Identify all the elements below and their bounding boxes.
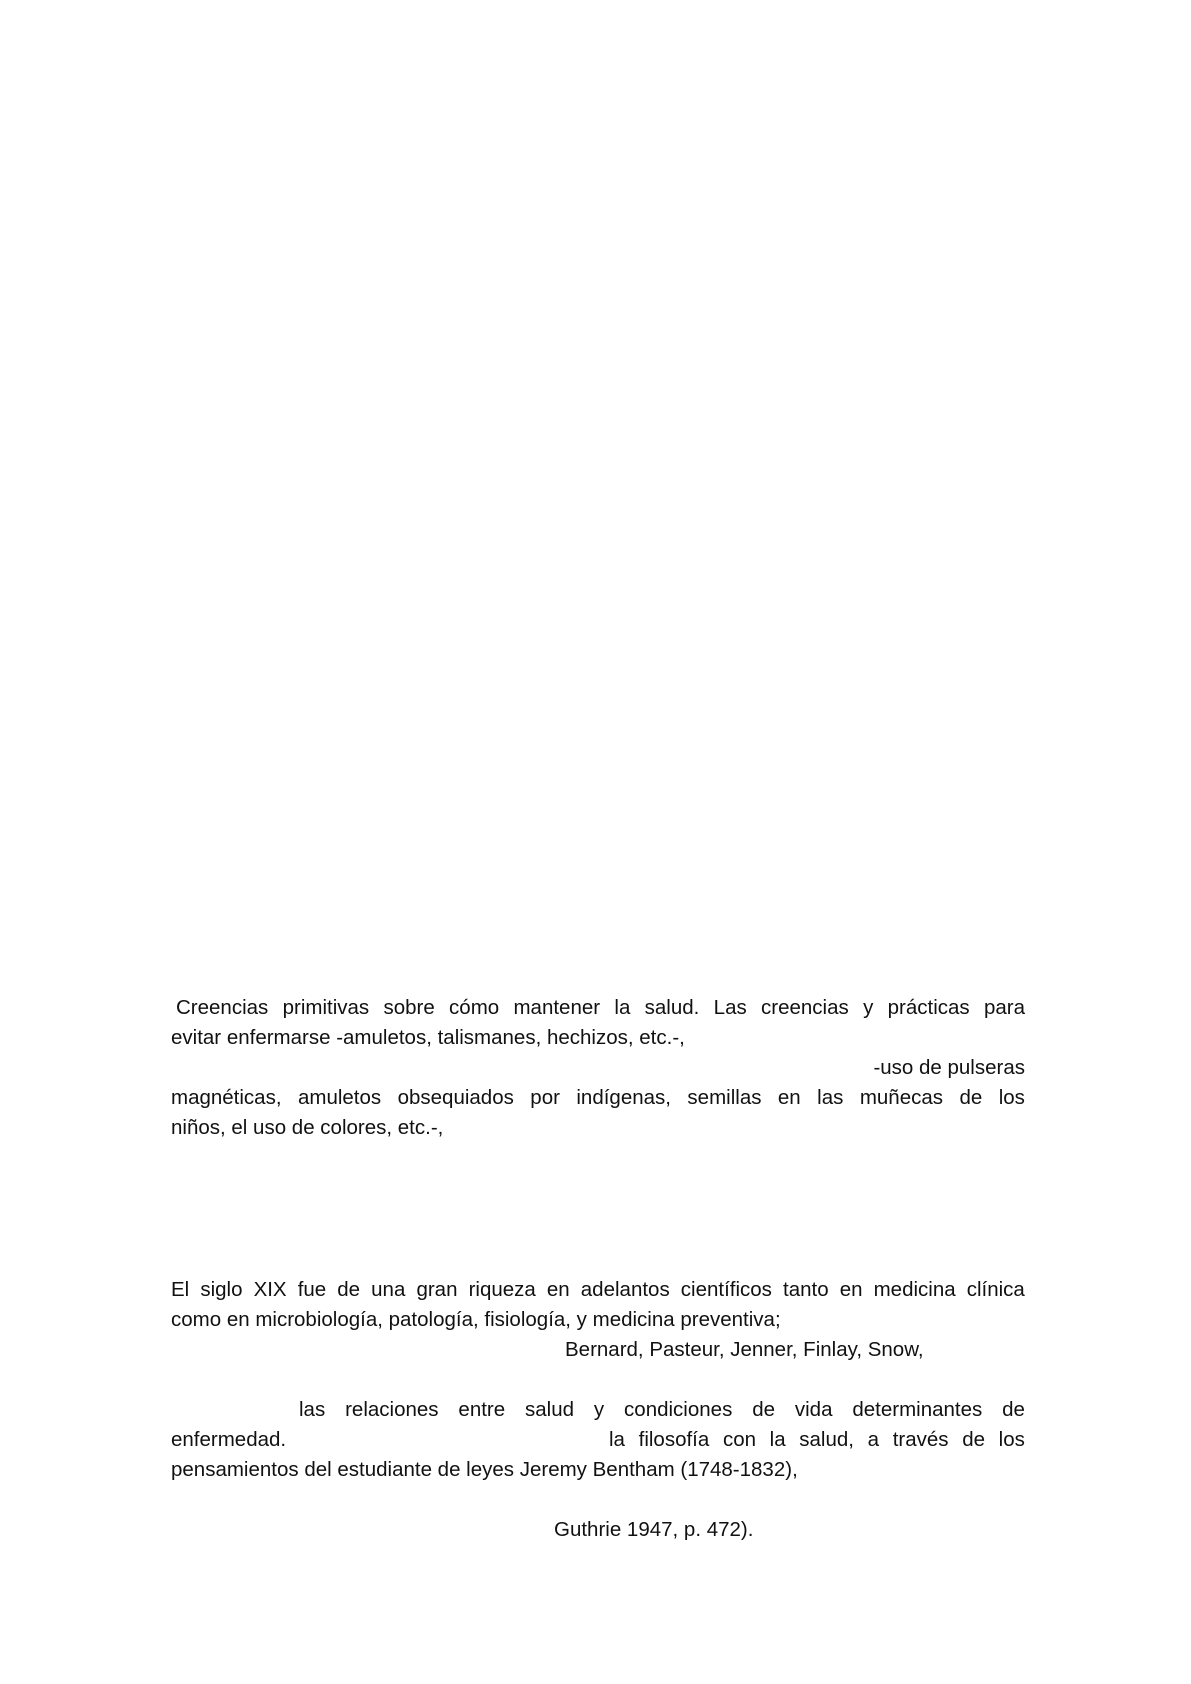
word: una <box>371 1278 406 1301</box>
word: de <box>959 1086 983 1109</box>
word: la <box>609 1428 625 1451</box>
word: semillas <box>687 1086 762 1109</box>
word: en <box>546 1278 570 1301</box>
p2-line-7: Guthrie 1947, p. 472). <box>554 1518 754 1541</box>
word: filosofía <box>638 1428 710 1451</box>
word: la <box>614 996 631 1019</box>
word: prácticas <box>887 996 970 1019</box>
word: Las <box>713 996 747 1019</box>
word: y <box>593 1398 605 1421</box>
word: gran <box>416 1278 458 1301</box>
word: primitivas <box>282 996 370 1019</box>
word: magnéticas, <box>171 1086 282 1109</box>
word: XIX <box>253 1278 287 1301</box>
word: fue <box>297 1278 327 1301</box>
word: relaciones <box>345 1398 439 1421</box>
word: El <box>171 1278 190 1301</box>
word: salud. <box>644 996 700 1019</box>
word: los <box>998 1428 1025 1451</box>
word: siglo <box>200 1278 243 1301</box>
p2-line-5-left: enfermedad. <box>171 1428 287 1451</box>
word: de <box>337 1278 361 1301</box>
word: Creencias <box>176 996 269 1019</box>
word: entre <box>458 1398 506 1421</box>
p2-line-5-right <box>609 1428 1025 1452</box>
word: por <box>530 1086 560 1109</box>
word: creencias <box>761 996 849 1019</box>
p2-line-1 <box>171 1278 1025 1302</box>
word: las <box>299 1398 326 1421</box>
word: amuletos <box>297 1086 382 1109</box>
word: los <box>998 1086 1025 1109</box>
word: muñecas <box>859 1086 943 1109</box>
word: de <box>1002 1398 1025 1421</box>
p1-line-1 <box>176 996 1025 1020</box>
word: las <box>817 1086 844 1109</box>
word: clínica <box>966 1278 1025 1301</box>
word: de <box>962 1428 986 1451</box>
word: y <box>863 996 874 1019</box>
p1-line-3: -uso de pulseras <box>873 1056 1025 1079</box>
word: medicina <box>873 1278 956 1301</box>
word: vida <box>794 1398 833 1421</box>
word: tanto <box>783 1278 829 1301</box>
p2-line-6: pensamientos del estudiante de leyes Jeremy Bentham (1748-1832), <box>171 1458 798 1481</box>
word: indígenas, <box>576 1086 671 1109</box>
p1-line-4 <box>171 1086 1025 1110</box>
word: sobre <box>383 996 435 1019</box>
word: de <box>752 1398 775 1421</box>
word: para <box>983 996 1025 1019</box>
word: mantener <box>513 996 601 1019</box>
word: obsequiados <box>397 1086 514 1109</box>
p1-line-2: evitar enfermarse -amuletos, talismanes, hechizos, etc.-, <box>171 1026 685 1049</box>
word: riqueza <box>468 1278 536 1301</box>
word: salud <box>525 1398 575 1421</box>
word: con <box>722 1428 756 1451</box>
word: científicos <box>680 1278 772 1301</box>
p1-line-5: niños, el uso de colores, etc.-, <box>171 1116 444 1139</box>
p2-line-4 <box>299 1398 1025 1422</box>
word: cómo <box>449 996 500 1019</box>
word: adelantos <box>580 1278 670 1301</box>
word: la <box>769 1428 786 1451</box>
word: en <box>777 1086 801 1109</box>
word: condiciones <box>624 1398 733 1421</box>
word: determinantes <box>852 1398 983 1421</box>
word: salud, <box>799 1428 854 1451</box>
p2-line-2: como en microbiología, patología, fisiología, y medicina preventiva; <box>171 1308 781 1331</box>
word: a <box>867 1428 880 1451</box>
word: en <box>839 1278 863 1301</box>
p2-line-3: Bernard, Pasteur, Jenner, Finlay, Snow, <box>565 1338 924 1361</box>
word: través <box>892 1428 949 1451</box>
